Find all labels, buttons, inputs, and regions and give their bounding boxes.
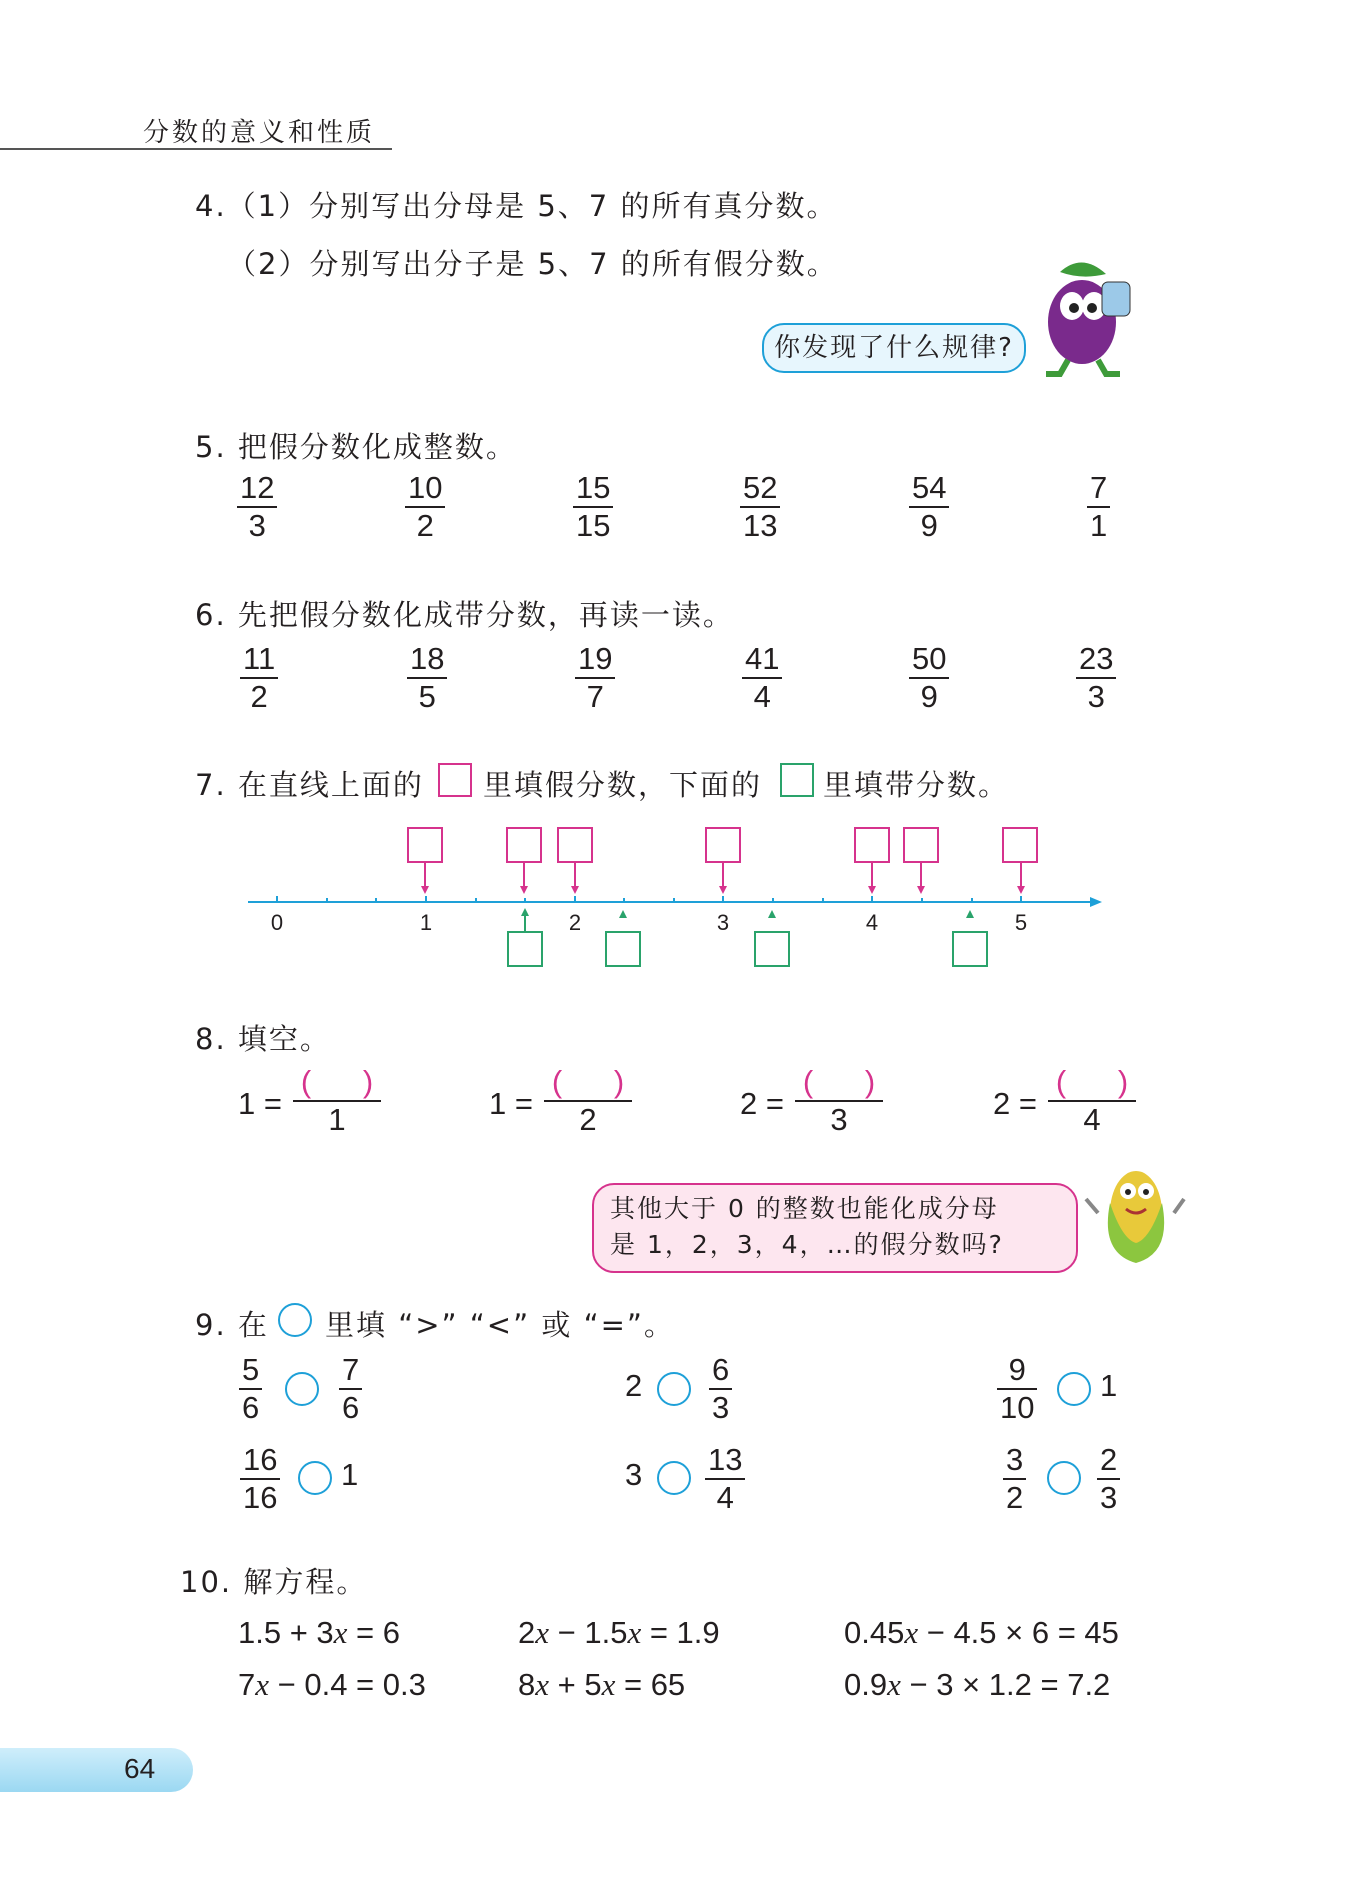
fraction [342, 1352, 359, 1426]
q4-part1: 4.（1）分别写出分母是 5、7 的所有真分数。 [195, 189, 838, 223]
numerator: 11 [243, 641, 276, 676]
q9-title-b: 里填 “>” “<” 或 “=”。 [325, 1308, 675, 1342]
numerator: 5 [242, 1352, 260, 1387]
blank-numerator[interactable]: ( ) [1055, 1064, 1129, 1099]
denominator: 5 [418, 679, 436, 714]
q5-fraction [408, 470, 442, 544]
q5-fraction [240, 470, 274, 544]
compare-circle[interactable] [285, 1372, 319, 1406]
denominator: 1 [1090, 508, 1108, 543]
numerator: 54 [912, 470, 947, 505]
q6-fraction [243, 641, 275, 715]
q10-title: 10. 解方程。 [180, 1565, 368, 1599]
numerator: 7 [1090, 470, 1108, 505]
circle-legend [278, 1303, 312, 1337]
page-number: 64 [124, 1753, 156, 1784]
q8-lhs: 1 = [489, 1086, 533, 1121]
q8-fraction [547, 1064, 629, 1138]
numerator: 50 [912, 641, 947, 676]
q7-title-c: 里填带分数。 [823, 768, 1010, 802]
chapter-title: 分数的意义和性质 [143, 118, 376, 148]
numerator: 52 [743, 470, 778, 505]
fraction [243, 1442, 277, 1516]
pink-box-legend [438, 763, 472, 797]
denominator: 9 [920, 508, 938, 543]
page-number-tab [0, 1748, 193, 1792]
number-line [240, 820, 1110, 980]
fraction [242, 1352, 259, 1426]
q8-lhs: 2 = [740, 1086, 784, 1121]
compare-circle[interactable] [1057, 1372, 1091, 1406]
axis-label-1: 1 [419, 910, 433, 935]
q6-fraction [410, 641, 444, 715]
denominator: 4 [753, 679, 771, 714]
blank-numerator[interactable]: ( ) [802, 1064, 876, 1099]
numerator: 12 [240, 470, 275, 505]
compare-circle[interactable] [298, 1461, 332, 1495]
denominator: 2 [250, 679, 268, 714]
numerator: 18 [410, 641, 445, 676]
numerator: 2 [1100, 1442, 1118, 1477]
numerator: 41 [745, 641, 780, 676]
denominator: 2 [416, 508, 434, 543]
denominator: 3 [830, 1102, 848, 1137]
compare-circle[interactable] [657, 1372, 691, 1406]
blank-numerator[interactable]: ( ) [551, 1064, 625, 1099]
fraction [1100, 1442, 1117, 1516]
compare-circle[interactable] [657, 1461, 691, 1495]
fraction [1000, 1352, 1034, 1426]
denominator: 2 [1006, 1480, 1024, 1515]
equation: 2x − 1.5x = 1.9 [518, 1615, 720, 1650]
numerator: 16 [243, 1442, 278, 1477]
axis-label-4: 4 [865, 910, 879, 935]
q8-fraction [296, 1064, 378, 1138]
denominator: 3 [1100, 1480, 1118, 1515]
equation: 8x + 5x = 65 [518, 1667, 686, 1702]
q8-lhs: 1 = [238, 1086, 282, 1121]
equation: 0.9x − 3 × 1.2 = 7.2 [844, 1667, 1111, 1702]
numerator: 3 [1006, 1442, 1024, 1477]
numerator: 15 [576, 470, 611, 505]
hint-bubble-2 [592, 1183, 1078, 1273]
axis-label-2: 2 [568, 910, 582, 935]
fraction [708, 1442, 742, 1516]
whole-number: 2 [625, 1368, 643, 1403]
whole-number: 1 [1100, 1368, 1118, 1403]
denominator: 7 [586, 679, 604, 714]
q8-lhs: 2 = [993, 1086, 1037, 1121]
denominator: 2 [579, 1102, 597, 1137]
q4-part2: （2）分别写出分子是 5、7 的所有假分数。 [227, 247, 838, 281]
hint-bubble-1-text: 你发现了什么规律? [774, 333, 1014, 363]
compare-circle[interactable] [1047, 1461, 1081, 1495]
q6-fraction [745, 641, 779, 715]
q5-fraction [743, 470, 777, 544]
q5-fraction [576, 470, 610, 544]
denominator: 1 [328, 1102, 346, 1137]
axis-label-5: 5 [1014, 910, 1028, 935]
denominator: 4 [716, 1480, 734, 1515]
q8-title: 8. 填空。 [195, 1022, 331, 1056]
header-rule [0, 148, 392, 150]
q5-fraction [1090, 470, 1107, 544]
whole-number: 1 [341, 1457, 359, 1492]
hint-bubble-2-line1: 其他大于 0 的整数也能化成分母 [610, 1194, 999, 1223]
axis-label-0: 0 [270, 910, 284, 935]
q8-fraction [1051, 1064, 1133, 1138]
q6-title: 6. 先把假分数化成带分数，再读一读。 [195, 598, 734, 632]
hint-bubble-2-line2: 是 1，2，3，4，…的假分数吗? [610, 1230, 1004, 1259]
q6-fraction [912, 641, 946, 715]
denominator: 9 [920, 679, 938, 714]
denominator: 4 [1083, 1102, 1101, 1137]
denominator: 3 [248, 508, 266, 543]
numerator: 19 [578, 641, 613, 676]
denominator: 10 [1000, 1390, 1035, 1425]
q7-title-a: 7. 在直线上面的 [195, 768, 424, 802]
hint-bubble-1 [762, 323, 1026, 373]
corn-mascot-icon [1080, 1143, 1190, 1273]
q5-fraction [912, 470, 946, 544]
numerator: 10 [408, 470, 443, 505]
denominator: 6 [242, 1390, 260, 1425]
axis-label-3: 3 [716, 910, 730, 935]
q6-fraction [578, 641, 612, 715]
equation: 1.5 + 3x = 6 [238, 1615, 401, 1650]
fraction [712, 1352, 729, 1426]
q9-title-a: 9. 在 [195, 1308, 269, 1342]
equation: 7x − 0.4 = 0.3 [238, 1667, 426, 1702]
q5-title: 5. 把假分数化成整数。 [195, 430, 517, 464]
green-box-legend [780, 763, 814, 797]
fraction [1006, 1442, 1023, 1516]
equation: 0.45x − 4.5 × 6 = 45 [844, 1615, 1119, 1650]
blank-numerator[interactable]: ( ) [300, 1064, 374, 1099]
numerator: 9 [1008, 1352, 1026, 1387]
numerator: 23 [1079, 641, 1114, 676]
denominator: 16 [243, 1480, 278, 1515]
q6-fraction [1079, 641, 1113, 715]
denominator: 13 [743, 508, 778, 543]
numerator: 6 [712, 1352, 730, 1387]
denominator: 15 [576, 508, 611, 543]
numerator: 7 [342, 1352, 360, 1387]
q8-fraction [798, 1064, 880, 1138]
denominator: 6 [342, 1390, 360, 1425]
denominator: 3 [712, 1390, 730, 1425]
numerator: 13 [708, 1442, 743, 1477]
q7-title-b: 里填假分数，下面的 [483, 768, 763, 802]
eggplant-mascot-icon [1016, 250, 1146, 380]
denominator: 3 [1087, 679, 1105, 714]
whole-number: 3 [625, 1457, 643, 1492]
